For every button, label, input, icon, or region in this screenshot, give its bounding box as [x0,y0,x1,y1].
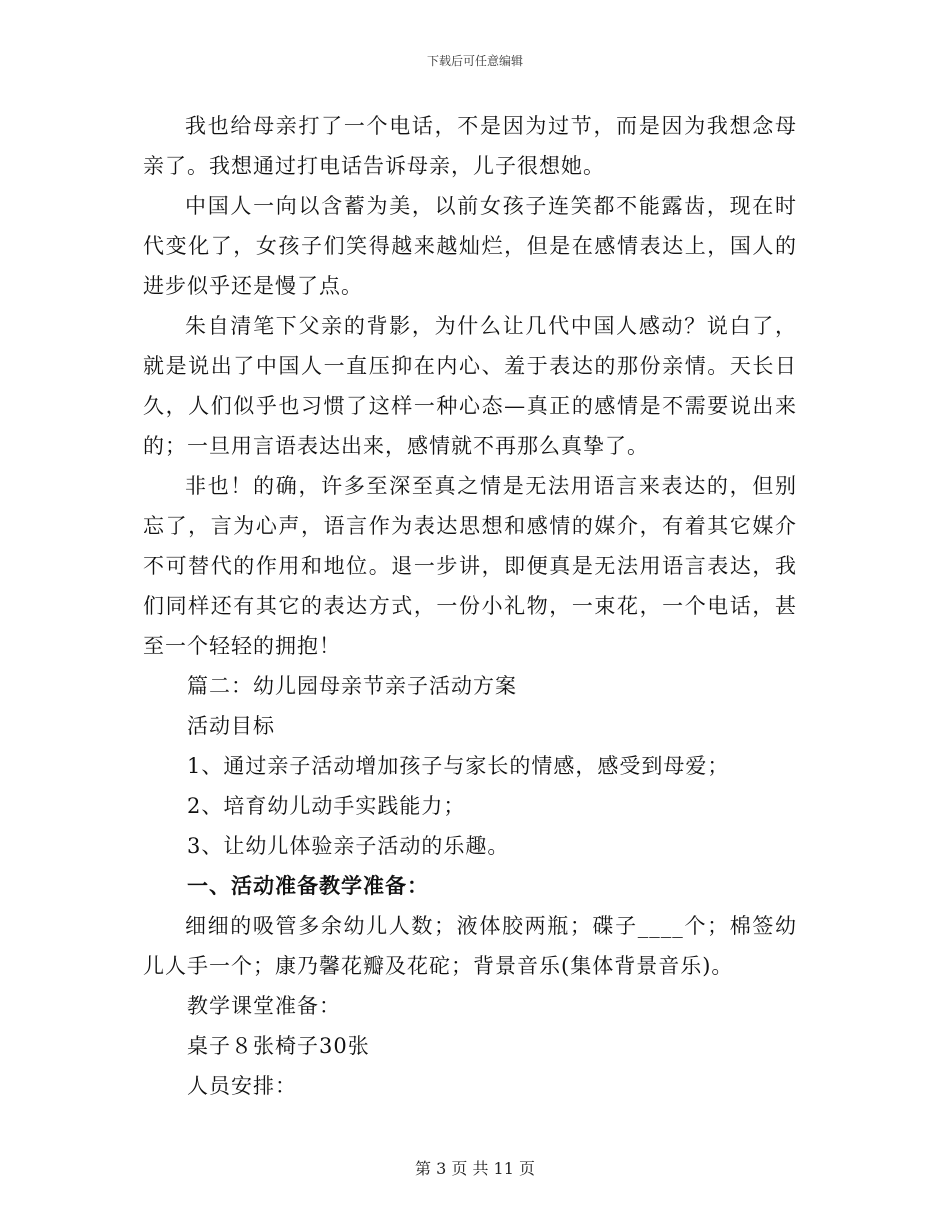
goal-item-3: 3、让幼儿体验亲子活动的乐趣。 [187,834,510,858]
preparation-heading: 一、活动准备教学准备： [187,873,429,898]
paragraph-phone-call: 我也给母亲打了一个电话，不是因为过节，而是因为我想念母亲了。我想通过打电话告诉母亲，儿子很想她。 [143,114,797,178]
document-body [143,106,797,1106]
materials-list: 细细的吸管多余幼儿人数；液体胶两瓶；碟子____个；棉签幼儿人手一个；康乃馨花瓣及花砣；背景音乐(集体背景音乐)。 [143,914,797,978]
paragraph-reserved-expression: 中国人一向以含蓄为美，以前女孩子连笑都不能露齿，现在时代变化了，女孩子们笑得越来越灿烂，但是在感情表达上，国人的进步似乎还是慢了点。 [143,194,797,298]
paragraph-fathers-back: 朱自清笔下父亲的背影，为什么让几代中国人感动？说白了，就是说出了中国人一直压抑在内心、羞于表达的那份亲情。天长日久，人们似乎也习惯了这样一种心态—真正的感情是不需要说出来的；一旦用言语表达出来，感情就不再那么真挚了。 [143,314,797,458]
goal-item-2: 2、培育幼儿动手实践能力； [187,794,466,818]
page-header: 下载后可任意编辑 [426,54,523,68]
staff-arrangement-label: 人员安排： [187,1074,297,1098]
furniture-line: 桌子８张椅子30张 [187,1034,370,1058]
goal-item-1: 1、通过亲子活动增加孩子与家长的情感，感受到母爱； [187,754,730,778]
paragraph-language-expression: 非也！的确，许多至深至真之情是无法用语言来表达的，但别忘了，言为心声，语言作为表达思想和感情的媒介，有着其它媒介不可替代的作用和地位。退一步讲，即便真是无法用语言表达，我们同样还有其它的表达方式，一份小礼物，一束花，一个电话，甚至一个轻轻的拥抱！ [143,474,797,658]
section-title: 篇二：幼儿园母亲节亲子活动方案 [187,674,517,698]
classroom-prep-label: 教学课堂准备： [187,994,341,1018]
goals-title: 活动目标 [187,714,275,738]
page-number: 第 3 页 共 11 页 [415,1159,535,1178]
